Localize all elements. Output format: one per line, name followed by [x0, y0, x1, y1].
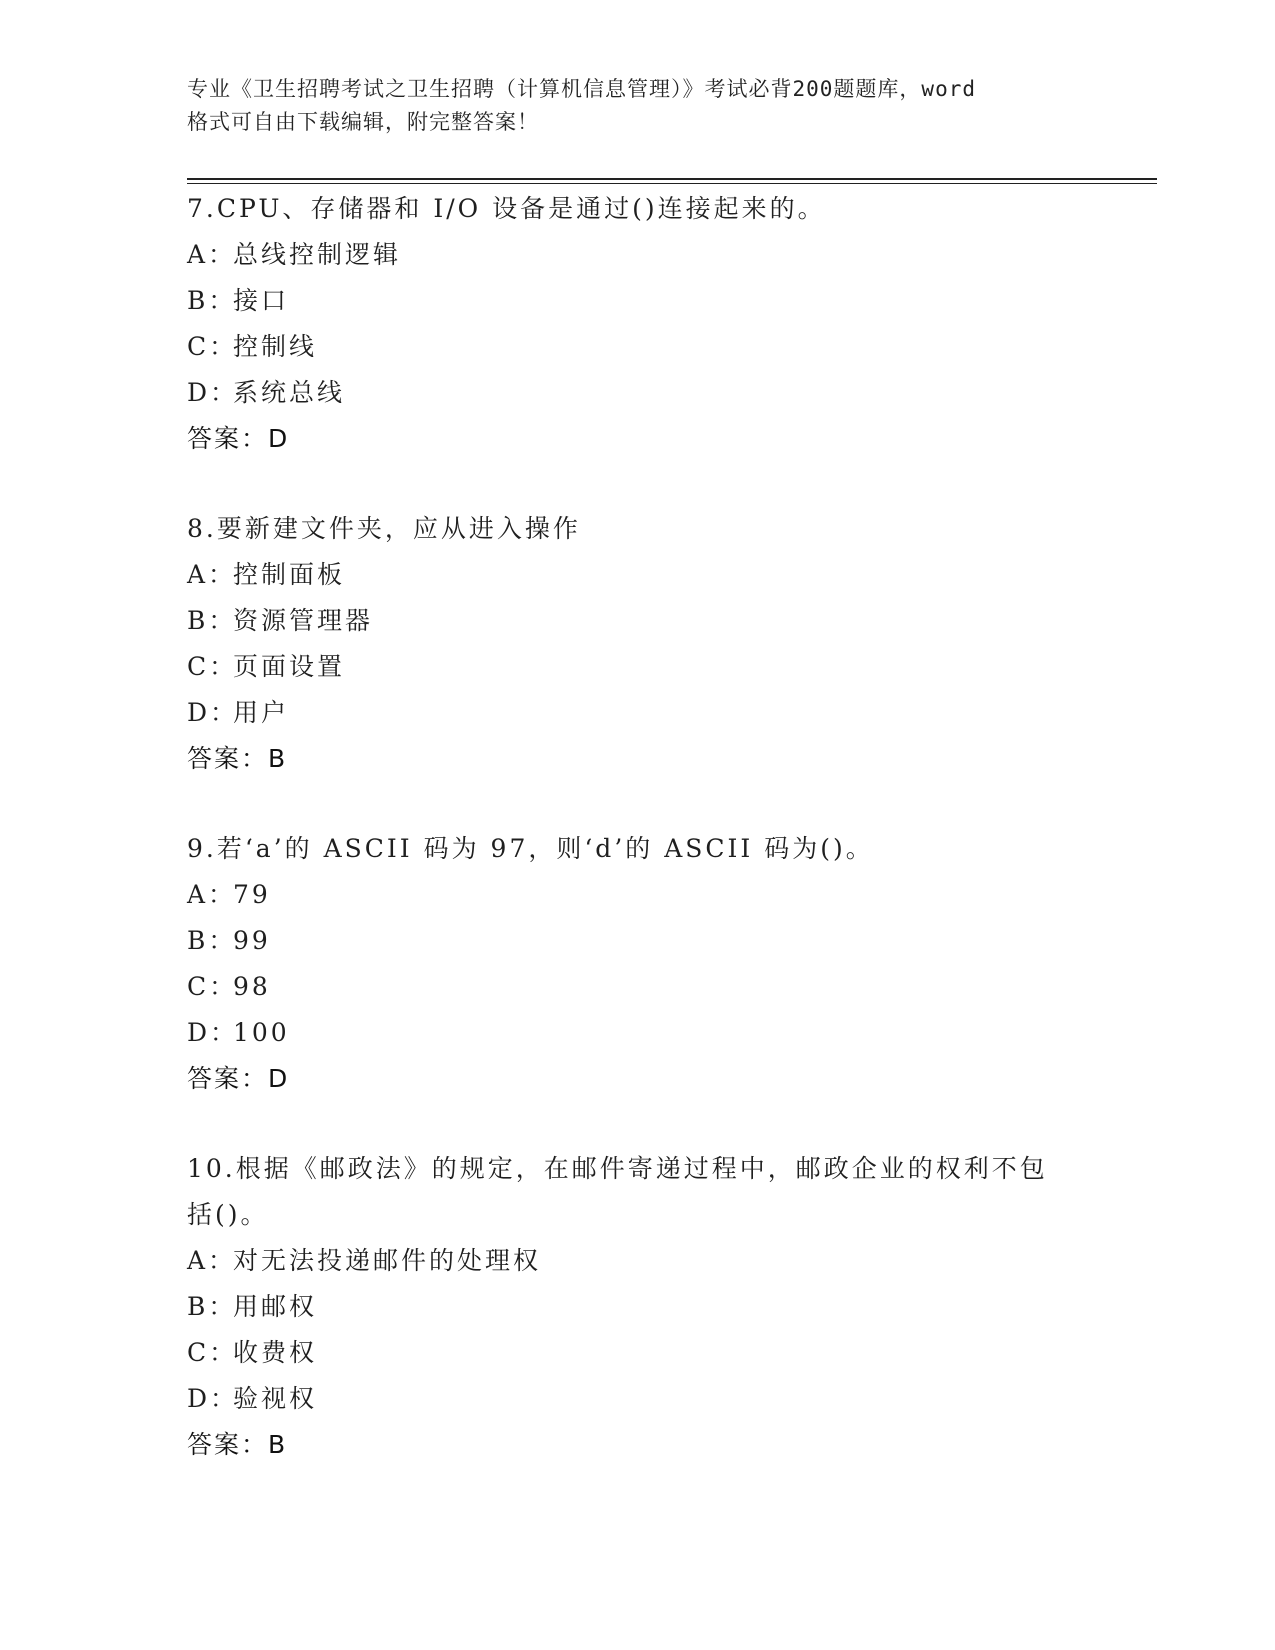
answer-label: 答案：B: [187, 744, 288, 773]
option-text: 79: [233, 880, 271, 909]
option-key: A：: [187, 880, 237, 909]
option-text: 验视权: [233, 1384, 318, 1413]
option-key: B：: [187, 286, 237, 315]
option-c: [187, 324, 1087, 370]
question-text: 9.若‘a’的 ASCII 码为 97，则‘d’的 ASCII 码为()。: [187, 834, 874, 863]
option-text: 控制线: [233, 332, 318, 361]
option-key: C：: [187, 332, 238, 361]
option-b: [187, 278, 1087, 324]
option-text: 98: [233, 972, 271, 1001]
option-b: [187, 1284, 1087, 1330]
option-key: D：: [187, 1384, 239, 1413]
question-text: 8.要新建文件夹，应从进入操作: [187, 514, 581, 543]
option-key: D：: [187, 378, 239, 407]
option-key: C：: [187, 1338, 238, 1367]
option-key: B：: [187, 606, 237, 635]
header-divider: [187, 178, 1157, 184]
option-text: 控制面板: [233, 560, 346, 589]
divider-thin-line: [187, 183, 1157, 184]
option-text: 总线控制逻辑: [233, 240, 402, 269]
option-d: [187, 690, 1087, 736]
answer-label: 答案：D: [187, 424, 290, 453]
option-a: [187, 232, 1087, 278]
option-text: 系统总线: [233, 378, 346, 407]
option-text: 资源管理器: [233, 606, 374, 635]
question-text: 10.根据《邮政法》的规定，在邮件寄递过程中，邮政企业的权利不包括()。: [187, 1154, 1048, 1229]
option-a: [187, 552, 1087, 598]
option-text: 收费权: [233, 1338, 318, 1367]
question-text: 7.CPU、存储器和 I/O 设备是通过()连接起来的。: [187, 194, 826, 223]
question-7: [187, 186, 1087, 462]
option-text: 页面设置: [233, 652, 346, 681]
question-9: [187, 826, 1087, 1102]
header-line-1: 专业《卫生招聘考试之卫生招聘（计算机信息管理）》考试必背200题题库，word: [187, 77, 976, 101]
document-header: [187, 73, 1087, 139]
option-key: C：: [187, 652, 238, 681]
option-key: D：: [187, 698, 239, 727]
question-8: [187, 506, 1087, 782]
option-key: C：: [187, 972, 238, 1001]
option-c: [187, 1330, 1087, 1376]
divider-thick-line: [187, 178, 1157, 180]
option-text: 用邮权: [233, 1292, 318, 1321]
option-b: [187, 598, 1087, 644]
option-key: B：: [187, 1292, 237, 1321]
option-d: [187, 1010, 1087, 1056]
option-text: 接口: [233, 286, 290, 315]
option-key: A：: [187, 1246, 237, 1275]
option-c: [187, 644, 1087, 690]
option-a: [187, 872, 1087, 918]
option-text: 100: [233, 1018, 290, 1047]
option-a: [187, 1238, 1087, 1284]
header-line-2: 格式可自由下载编辑，附完整答案！: [187, 110, 539, 134]
question-10: [187, 1146, 1087, 1468]
option-c: [187, 964, 1087, 1010]
option-text: 对无法投递邮件的处理权: [233, 1246, 542, 1275]
option-b: [187, 918, 1087, 964]
option-key: B：: [187, 926, 237, 955]
option-text: 99: [233, 926, 271, 955]
option-key: A：: [187, 240, 237, 269]
option-text: 用户: [233, 698, 290, 727]
option-d: [187, 370, 1087, 416]
option-d: [187, 1376, 1087, 1422]
answer-label: 答案：B: [187, 1430, 288, 1459]
answer-label: 答案：D: [187, 1064, 290, 1093]
option-key: D：: [187, 1018, 239, 1047]
option-key: A：: [187, 560, 237, 589]
